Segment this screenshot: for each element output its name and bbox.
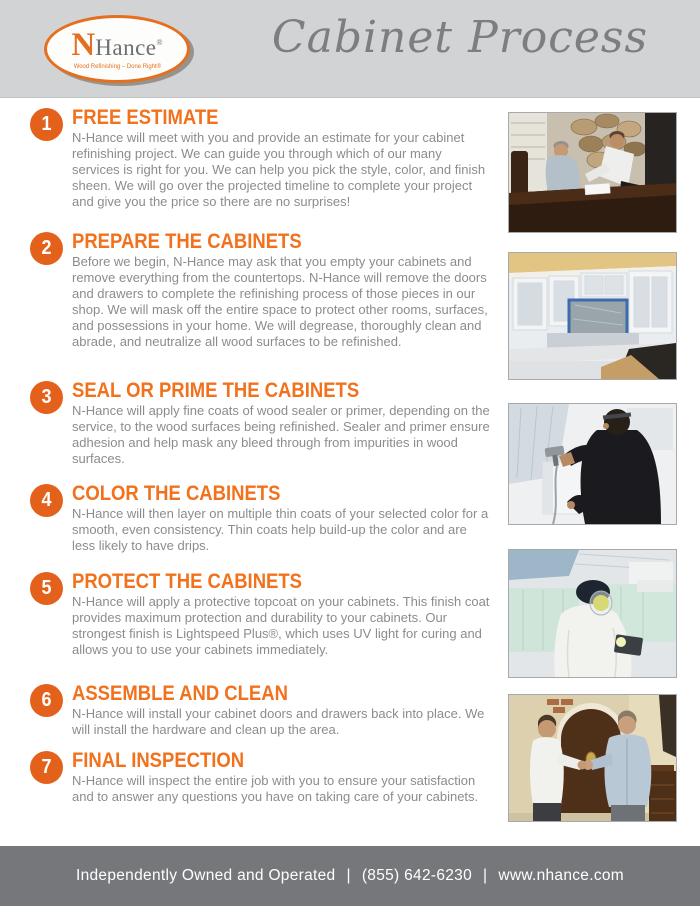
- footer-separator: |: [346, 867, 351, 884]
- photo-seal-or-prime-illustration: [509, 404, 676, 524]
- footer-separator: |: [483, 867, 488, 884]
- step-1-title: FREE ESTIMATE: [72, 106, 219, 129]
- step-6: [28, 684, 496, 738]
- photo-seal-or-prime: [508, 403, 677, 525]
- step-3-number-badge: 3: [30, 381, 63, 414]
- step-6-number-badge: 6: [30, 684, 63, 717]
- step-5-content: [72, 572, 496, 658]
- photo-protect-cabinets: [508, 549, 677, 678]
- step-1-body: N-Hance will meet with you and provide an estimate for your cabinet refinishing project. We can guide you through which of our many services is right for you. We can help you pick the style, color, and finish sheen. We will go over the projected timeline to complete your project and give you the price so there are no surprises!: [72, 130, 486, 209]
- logo-word-hance: Hance: [95, 34, 157, 60]
- step-6-title: ASSEMBLE AND CLEAN: [72, 682, 288, 705]
- step-4-title: COLOR THE CABINETS: [72, 482, 281, 505]
- step-7-title: FINAL INSPECTION: [72, 749, 245, 772]
- step-2: [28, 232, 496, 350]
- photo-prepare-cabinets: [508, 252, 677, 380]
- step-6-body: N-Hance will install your cabinet doors and drawers back into place. We will install the hardware and clean up the area.: [72, 706, 485, 737]
- step-2-title: PREPARE THE CABINETS: [72, 230, 302, 253]
- photo-free-estimate-illustration: [509, 113, 676, 232]
- step-4: [28, 484, 496, 554]
- step-7-body: N-Hance will inspect the entire job with you to ensure your satisfaction and to answer any questions you have on taking care of your cabinets.: [72, 773, 479, 804]
- photo-prepare-cabinets-illustration: [509, 253, 676, 379]
- step-5: [28, 572, 496, 658]
- step-2-number-badge: 2: [30, 232, 63, 265]
- footer-website: www.nhance.com: [498, 867, 625, 884]
- footer-bar: [0, 846, 700, 906]
- step-1: [28, 108, 496, 210]
- step-2-content: [72, 232, 496, 350]
- step-4-content: [72, 484, 496, 554]
- footer-ownership-text: Independently Owned and Operated: [75, 867, 336, 884]
- step-5-body: N-Hance will apply a protective topcoat on your cabinets. This finish coat provides maximum protection and durability to your cabinets. Our strongest finish is Lightspeed Plus®, which uses UV light for curing and allows you to use your cabinets immediately.: [72, 594, 490, 657]
- photo-final-inspection-illustration: [509, 695, 676, 821]
- nhance-logo: [44, 15, 190, 83]
- footer-phone-number: (855) 642-6230: [361, 867, 473, 884]
- step-2-body: Before we begin, N-Hance may ask that you empty your cabinets and remove everything from the countertops. N-Hance will remove the doors and drawers to complete the refinishing process of those pieces in our shop. We will mask off the entire space to protect other rooms, surfaces, and possessions in your home. We will degrease, thoroughly clean and abrade, and neutralize all wood surfaces to be refinished.: [72, 254, 488, 349]
- step-7: [28, 751, 496, 805]
- logo-letter-n: N: [71, 26, 96, 63]
- step-5-number-badge: 5: [30, 572, 63, 605]
- step-4-number-badge: 4: [30, 484, 63, 517]
- page-title: Cabinet Process: [271, 12, 649, 63]
- step-3-title: SEAL OR PRIME THE CABINETS: [72, 379, 360, 402]
- header: [0, 0, 700, 98]
- step-1-content: [72, 108, 496, 210]
- step-7-content: [72, 751, 496, 805]
- step-3: [28, 381, 496, 467]
- photo-final-inspection: [508, 694, 677, 822]
- step-4-body: N-Hance will then layer on multiple thin coats of your selected color for a smooth, even consistency. Thin coats help build-up the color and are less likely to have drips.: [72, 506, 489, 553]
- photo-protect-cabinets-illustration: [509, 550, 676, 677]
- step-1-number-badge: 1: [30, 108, 63, 141]
- nhance-logo-wordmark: [71, 26, 163, 63]
- step-5-title: PROTECT THE CABINETS: [72, 570, 302, 593]
- step-6-content: [72, 684, 496, 738]
- logo-registered-mark: ®: [156, 37, 163, 47]
- step-7-number-badge: 7: [30, 751, 63, 784]
- logo-tagline: Wood Refinishing – Done Right®: [73, 63, 161, 69]
- step-3-content: [72, 381, 496, 467]
- photo-free-estimate: [508, 112, 677, 233]
- step-3-body: N-Hance will apply fine coats of wood sealer or primer, depending on the service, to the wood surfaces being refinished. Sealer and primer ensure adhesion and help mask any bleed through from impurities in wood surfaces.: [72, 403, 490, 466]
